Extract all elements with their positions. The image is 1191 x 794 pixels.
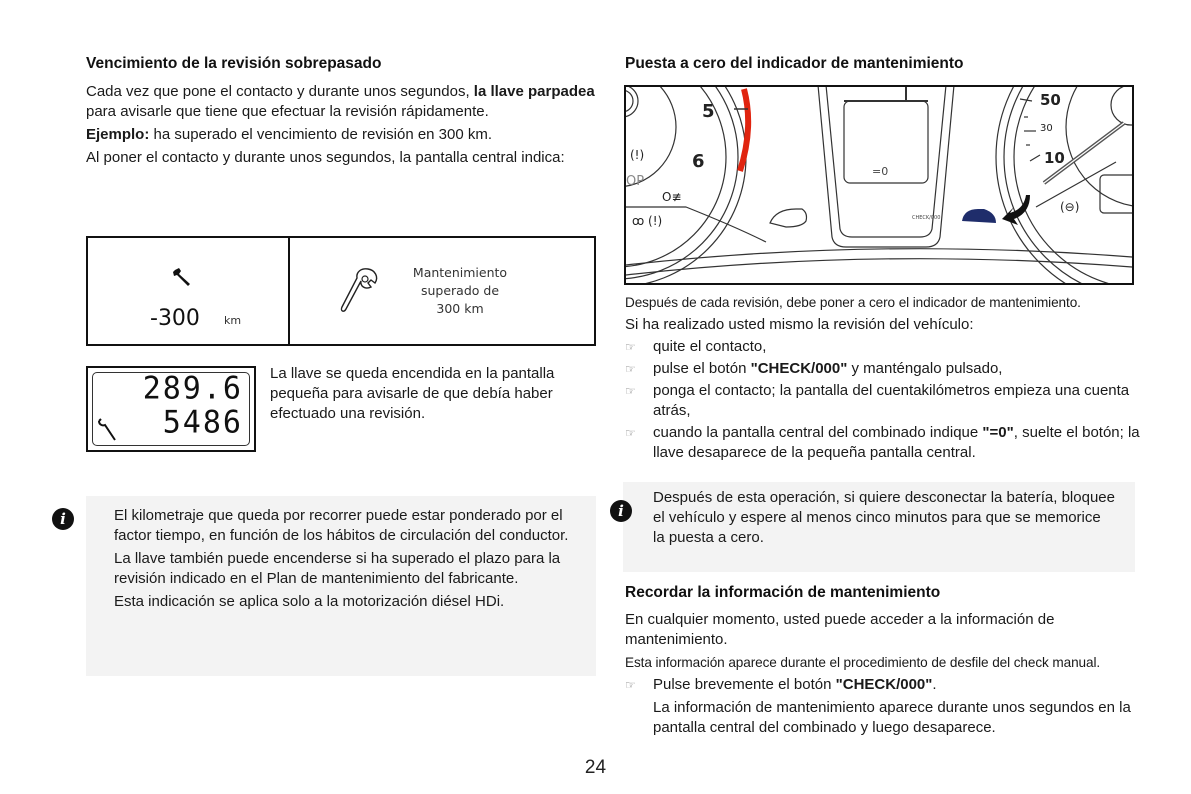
paragraph-key-flashes: Cada vez que pone el contacto y durante unos segundos, la llave parpadea para avisarle que tiene que efectuar la revisión rápidamente. (86, 83, 595, 120)
info-icon: i (610, 500, 632, 522)
wrench-outline-icon (340, 266, 380, 318)
pointing-hand-icon: ☞ (625, 340, 636, 354)
display-cell-message (290, 238, 594, 344)
pointing-hand-icon: ☞ (625, 678, 636, 692)
info-note-mileage (86, 496, 596, 676)
svg-text:(!): (!) (630, 148, 645, 162)
list-item: ☞ pulse el botón "CHECK/000" y manténgalo pulsado, (625, 360, 1003, 377)
info-note-battery (623, 482, 1135, 572)
wrench-icon (97, 417, 119, 443)
odometer-caption: La llave se queda encendida en la pantalla pequeña para avisarle de que debía haber efectuado una revisión. (270, 365, 555, 422)
central-display-illustration (86, 236, 596, 346)
info-icon: i (52, 508, 74, 530)
svg-text:O≢: O≢ (662, 190, 682, 204)
page-number: 24 (584, 757, 607, 778)
list-item: ☞ Pulse brevemente el botón "CHECK/000". (625, 676, 937, 693)
note-line: La llave también puede encenderse si ha superado el plazo para la revisión indicado en el Plan de mantenimiento del fabricante. (114, 550, 561, 587)
display-cell-minus-300: -300 km (88, 238, 290, 344)
svg-text:6: 6 (692, 151, 705, 172)
recall-para: En cualquier momento, usted puede acceder a la información de mantenimiento. (625, 611, 1055, 648)
list-item: ☞ cuando la pantalla central del combinado indique "=0", suelte el botón; la llave desaparece de la pequeña pantalla central. (625, 424, 1140, 461)
self-service-intro: Si ha realizado usted mismo la revisión del vehículo: (625, 316, 974, 333)
svg-text:OP: OP (626, 174, 645, 189)
reset-steps-list (625, 337, 1145, 463)
recall-steps-list (625, 675, 1145, 695)
note-line: El kilometraje que queda por recorrer puede estar ponderado por el factor tiempo, en función de los hábitos de circulación del conductor. (114, 507, 569, 544)
total-odometer-value: 5486 (162, 404, 243, 441)
note-text: Después de esta operación, si quiere desconectar la batería, bloquee el vehículo y espere al menos cinco minutos para que se memorice la puesta a cero. (653, 489, 1115, 546)
svg-text:5: 5 (702, 101, 715, 122)
pointing-hand-icon: ☞ (625, 362, 636, 376)
svg-text:(⊖): (⊖) (1060, 200, 1080, 214)
odometer-illustration (86, 366, 256, 452)
maintenance-exceeded-message: Mantenimiento superado de 300 km (412, 265, 508, 316)
pointing-hand-icon: ☞ (625, 384, 636, 398)
overdue-intro (86, 82, 606, 168)
svg-text:CHECK/000: CHECK/000 (912, 215, 941, 221)
svg-text:10: 10 (1044, 149, 1065, 167)
trip-odometer-value: 289.6 (142, 370, 243, 407)
list-item: ☞ ponga el contacto; la pantalla del cuentakilómetros empieza una cuenta atrás, (625, 382, 1130, 419)
instrument-cluster-illustration (624, 85, 1134, 285)
recall-instructions (625, 610, 1145, 738)
section-heading-overdue: Vencimiento de la revisión sobrepasado (86, 55, 382, 72)
svg-text:=0: =0 (872, 165, 889, 178)
section-heading-recall: Recordar la información de mantenimiento (625, 584, 941, 601)
svg-text:30: 30 (1040, 123, 1053, 134)
wrench-icon (172, 266, 194, 288)
svg-text:ꝏ (!): ꝏ (!) (632, 214, 663, 228)
list-item: ☞ quite el contacto, (625, 338, 767, 355)
section-heading-reset: Puesta a cero del indicador de mantenimiento (625, 55, 964, 72)
dashboard-drawing (626, 87, 1132, 283)
svg-text:50: 50 (1040, 91, 1061, 109)
reset-intro: Después de cada revisión, debe poner a cero el indicador de mantenimiento. (625, 295, 1081, 310)
pointing-hand-icon: ☞ (625, 426, 636, 440)
recall-para-manual-check: Esta información aparece durante el procedimiento de desfile del check manual. (625, 655, 1101, 670)
paragraph-example: Ejemplo: ha superado el vencimiento de revisión en 300 km. (86, 126, 493, 143)
reset-instructions (625, 293, 1145, 463)
note-line: Esta indicación se aplica solo a la motorización diésel HDi. (114, 593, 505, 610)
paragraph-display-indicates: Al poner el contacto y durante unos segundos, la pantalla central indica: (86, 149, 565, 166)
recall-result: La información de mantenimiento aparece durante unos segundos en la pantalla central del combinado y luego desaparece. (653, 699, 1131, 736)
